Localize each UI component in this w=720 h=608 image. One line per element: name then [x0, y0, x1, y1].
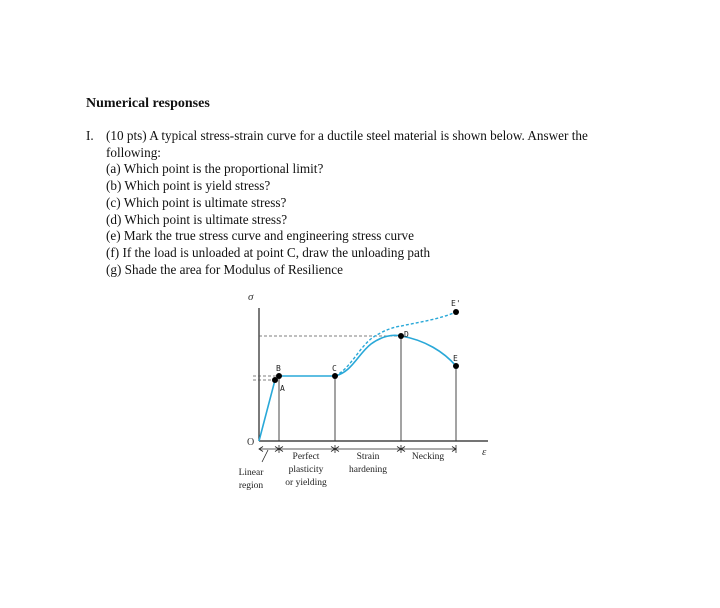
point-c-label: C: [332, 364, 337, 373]
region-perfect-label-1: Perfect: [292, 452, 320, 462]
question-item-f: (f) If the load is unloaded at point C, draw the unloading path: [106, 244, 431, 260]
point-e-marker: [453, 363, 459, 369]
point-e-prime-label: E': [451, 299, 461, 308]
y-axis-symbol: σ: [248, 291, 254, 303]
region-linear-label-1: Linear: [238, 468, 264, 478]
section-title: Numerical responses: [86, 96, 210, 111]
question-item-e: (e) Mark the true stress curve and engineering stress curve: [106, 228, 414, 244]
point-b-marker: [276, 373, 282, 379]
point-c-marker: [332, 373, 338, 379]
engineering-stress-curve: [259, 335, 456, 441]
question-stem-line-2: following:: [106, 144, 161, 160]
region-linear-label-2: region: [238, 481, 264, 491]
point-b-label: B: [276, 364, 281, 373]
origin-label: O: [247, 437, 255, 448]
x-axis-symbol: ε: [482, 446, 487, 458]
region-strain-label-1: Strain: [356, 452, 380, 462]
question-stem-line-1: (10 pts) A typical stress-strain curve for a ductile steel material is shown below. Answer the: [106, 128, 588, 143]
true-stress-curve: [335, 312, 456, 376]
question-item-d: (d) Which point is ultimate stress?: [106, 211, 288, 227]
region-perfect-label-3: or yielding: [285, 478, 327, 488]
question-number: I.: [86, 128, 94, 143]
question-item-c: (c) Which point is ultimate stress?: [106, 194, 287, 210]
region-perfect-label-2: plasticity: [288, 465, 324, 475]
point-e-prime-marker: [453, 309, 459, 315]
question-item-g: (g) Shade the area for Modulus of Resilience: [106, 261, 343, 277]
region-strain-label-2: hardening: [349, 465, 387, 475]
point-e-label: E: [453, 354, 458, 363]
point-a-label: A: [280, 384, 285, 393]
question-item-b: (b) Which point is yield stress?: [106, 178, 271, 194]
question-item-a: (a) Which point is the proportional limit?: [106, 161, 324, 177]
point-d-label: D: [404, 330, 409, 339]
region-necking-label: Necking: [411, 452, 445, 462]
